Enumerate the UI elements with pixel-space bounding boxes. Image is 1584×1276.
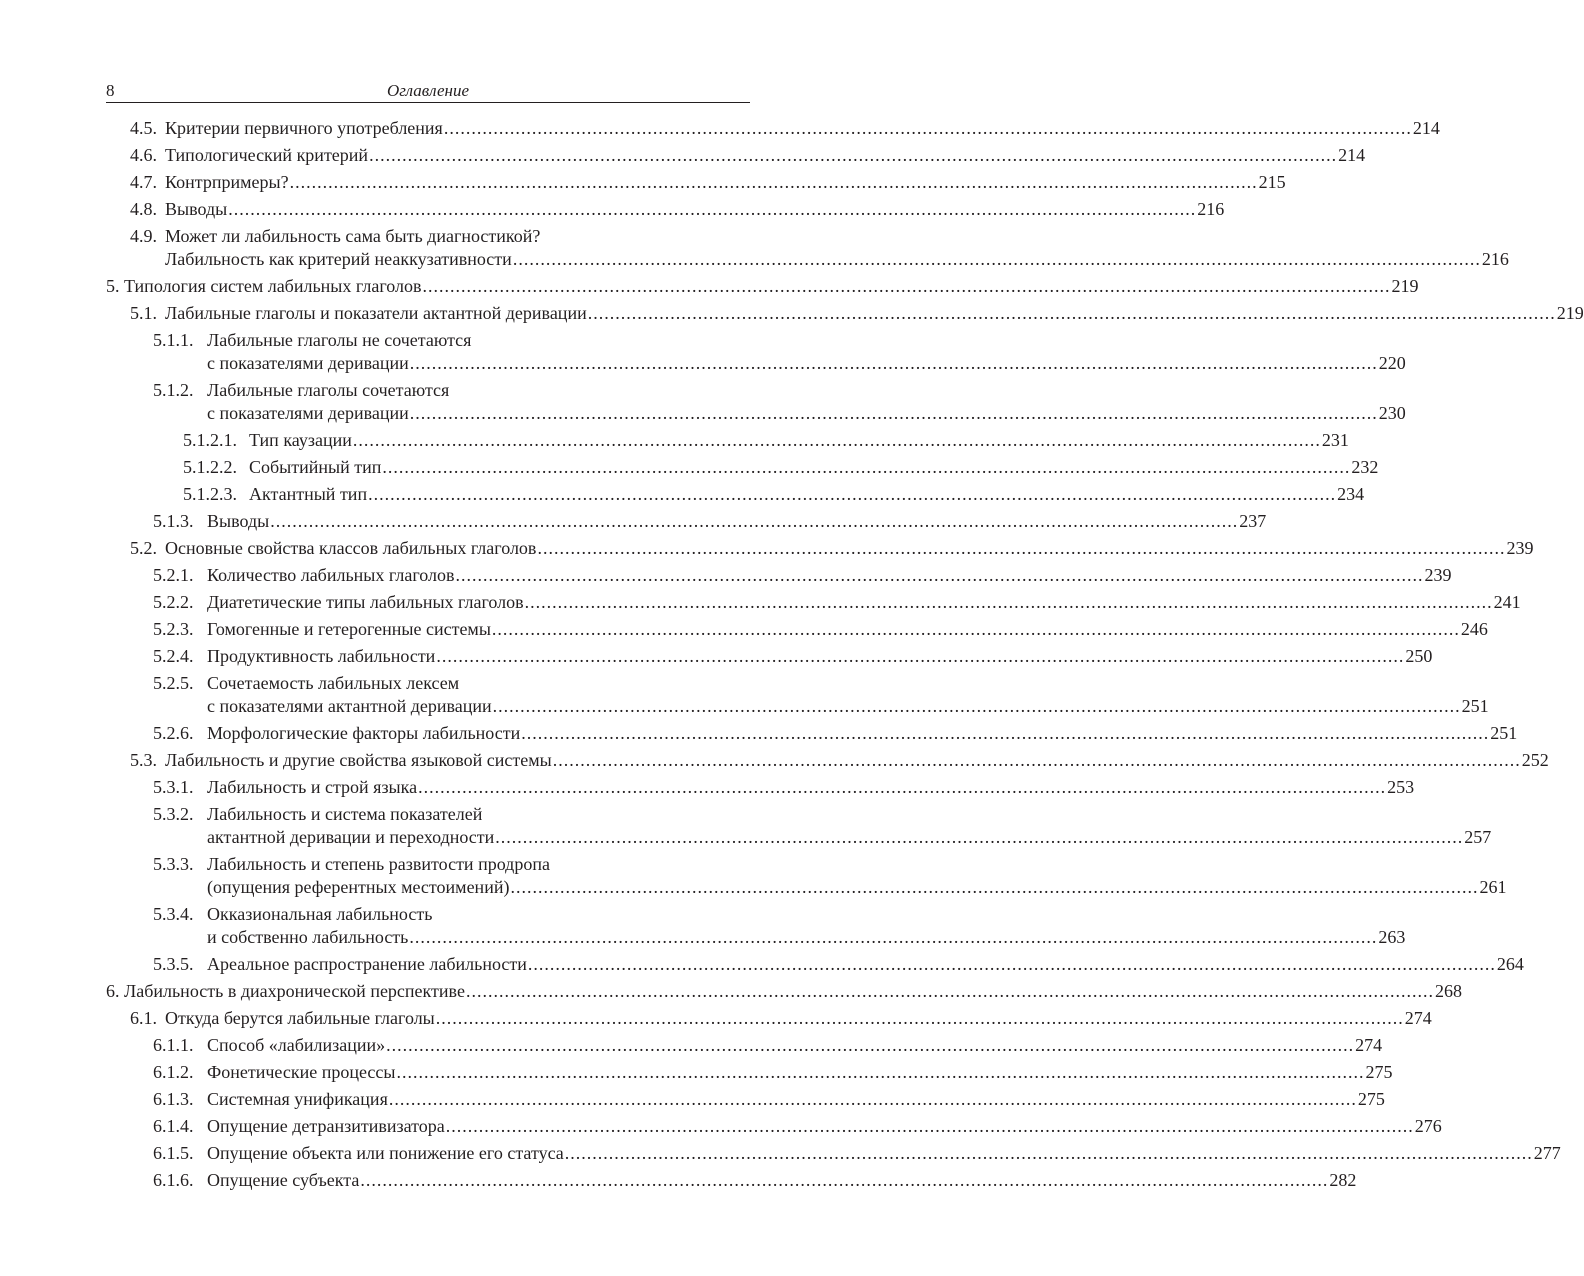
dot-leader	[418, 776, 1386, 799]
toc-entry[interactable]	[183, 456, 1379, 479]
toc-entry-page: 241	[1493, 592, 1521, 612]
toc-entry[interactable]	[106, 980, 1462, 1003]
toc-entry-number: 4.6.	[130, 145, 157, 165]
toc-entry-title: Способ «лабилизации»	[207, 1035, 386, 1055]
toc-entry-title: с показателями актантной деривации	[207, 696, 492, 716]
dot-leader	[466, 980, 1434, 1003]
table-of-contents	[106, 117, 1584, 1192]
toc-entry-number: 5.3.3.	[153, 854, 194, 874]
toc-entry[interactable]	[130, 225, 1509, 271]
dot-leader	[510, 876, 1478, 899]
toc-entry-number: 6.1.1.	[153, 1035, 194, 1055]
dot-leader	[436, 645, 1404, 668]
toc-entry-title: Количество лабильных глаголов	[207, 565, 455, 585]
toc-entry-page: 277	[1533, 1143, 1561, 1163]
toc-entry-page: 237	[1239, 511, 1267, 531]
toc-entry-number: 5.1.2.1.	[183, 430, 237, 450]
toc-entry-title: Диатетические типы лабильных глаголов	[207, 592, 524, 612]
toc-entry-number: 5.2.3.	[153, 619, 194, 639]
toc-entry[interactable]	[130, 749, 1549, 772]
toc-entry-number: 5.1.2.3.	[183, 484, 237, 504]
toc-entry-title: Морфологические факторы лабильности	[207, 723, 521, 743]
toc-entry[interactable]	[130, 198, 1225, 221]
toc-entry-title: Окказиональная лабильность	[207, 904, 433, 924]
toc-entry-number: 5.1.3.	[153, 511, 194, 531]
toc-entry[interactable]	[106, 275, 1419, 298]
toc-entry-page: 214	[1338, 145, 1366, 165]
toc-entry-page: 220	[1378, 353, 1406, 373]
toc-entry[interactable]	[153, 1142, 1561, 1165]
toc-entry-title: Сочетаемость лабильных лексем	[207, 673, 460, 693]
toc-entry-page: 268	[1434, 981, 1462, 1001]
toc-entry-title: Тип каузации	[249, 430, 352, 450]
toc-entry[interactable]	[130, 144, 1366, 167]
toc-entry-title: с показателями деривации	[207, 403, 409, 423]
toc-entry-number: 5.2.2.	[153, 592, 194, 612]
toc-entry-number: 6.	[106, 981, 120, 1001]
toc-entry[interactable]	[183, 483, 1365, 506]
toc-entry-title: Контрпримеры?	[165, 172, 289, 192]
dot-leader	[446, 1115, 1414, 1138]
dot-leader	[369, 144, 1337, 167]
toc-entry-title: Лабильные глаголы не сочетаются	[207, 330, 472, 350]
toc-entry-number: 5.1.2.	[153, 380, 194, 400]
dot-leader	[353, 429, 1321, 452]
dot-leader	[423, 275, 1391, 298]
toc-entry-page: 251	[1490, 723, 1518, 743]
toc-entry-title: Лабильность в диахронической перспективе	[124, 981, 465, 1001]
dot-leader	[493, 695, 1461, 718]
toc-entry-title: актантной деривации и переходности	[207, 827, 495, 847]
toc-entry-title: Выводы	[165, 199, 228, 219]
toc-entry-title: Основные свойства классов лабильных глаголов	[165, 538, 537, 558]
running-header	[106, 80, 750, 103]
toc-entry-number: 5.3.	[130, 750, 157, 770]
toc-entry[interactable]	[153, 722, 1518, 745]
toc-entry-page: 276	[1414, 1116, 1442, 1136]
toc-entry-page: 257	[1464, 827, 1492, 847]
toc-entry-number: 6.1.5.	[153, 1143, 194, 1163]
toc-entry-page: 214	[1412, 118, 1440, 138]
toc-entry-number: 4.8.	[130, 199, 157, 219]
toc-entry-title: Лабильность как критерий неаккузативности	[165, 249, 512, 269]
toc-entry-number: 5.	[106, 276, 120, 296]
dot-leader	[495, 826, 1463, 849]
toc-entry[interactable]	[153, 379, 1406, 425]
toc-entry-page: 251	[1461, 696, 1489, 716]
dot-leader	[537, 537, 1505, 560]
dot-leader	[410, 402, 1378, 425]
toc-entry[interactable]	[153, 1061, 1393, 1084]
toc-entry[interactable]	[153, 1169, 1357, 1192]
toc-entry-page: 253	[1387, 777, 1415, 797]
toc-entry-number: 5.3.4.	[153, 904, 194, 924]
toc-entry-page: 261	[1479, 877, 1507, 897]
toc-entry-title: Лабильность и степень развитости продропа	[207, 854, 550, 874]
toc-entry[interactable]	[153, 953, 1524, 976]
dot-leader	[588, 302, 1556, 325]
toc-entry-number: 6.1.4.	[153, 1116, 194, 1136]
toc-entry-title: Может ли лабильность сама быть диагностикой?	[165, 226, 541, 246]
toc-entry-page: 252	[1521, 750, 1549, 770]
dot-leader	[389, 1088, 1357, 1111]
toc-entry-page: 282	[1329, 1170, 1357, 1190]
toc-entry-number: 4.7.	[130, 172, 157, 192]
dot-leader	[410, 352, 1378, 375]
dot-leader	[513, 248, 1481, 271]
toc-entry[interactable]	[153, 803, 1492, 849]
toc-entry-title: Ареальное распространение лабильности	[207, 954, 527, 974]
toc-entry-title: (опущения референтных местоимений)	[207, 877, 510, 897]
toc-entry-number: 5.3.5.	[153, 954, 194, 974]
dot-leader	[382, 456, 1350, 479]
toc-entry-page: 274	[1404, 1008, 1432, 1028]
toc-entry-title: Лабильные глаголы сочетаются	[207, 380, 450, 400]
running-title: Оглавление	[386, 81, 470, 100]
toc-entry-page: 246	[1460, 619, 1488, 639]
toc-entry-number: 6.1.6.	[153, 1170, 194, 1190]
toc-entry[interactable]	[153, 329, 1406, 375]
toc-entry-title: Актантный тип	[249, 484, 368, 504]
toc-entry[interactable]	[130, 302, 1584, 325]
toc-entry-page: 219	[1391, 276, 1419, 296]
toc-entry-number: 5.2.6.	[153, 723, 194, 743]
dot-leader	[436, 1007, 1404, 1030]
toc-entry-title: Типологический критерий	[165, 145, 369, 165]
toc-entry-title: Лабильные глаголы и показатели актантной деривации	[165, 303, 587, 323]
toc-entry-number: 6.1.3.	[153, 1089, 194, 1109]
toc-entry-title: Опущение субъекта	[207, 1170, 360, 1190]
toc-entry-title: Критерии первичного употребления	[165, 118, 443, 138]
toc-entry-page: 239	[1424, 565, 1452, 585]
toc-entry[interactable]	[130, 1007, 1432, 1030]
toc-entry-number: 5.1.2.2.	[183, 457, 237, 477]
dot-leader	[492, 618, 1460, 641]
toc-entry-page: 215	[1258, 172, 1286, 192]
toc-entry-title: Фонетические процессы	[207, 1062, 396, 1082]
toc-entry[interactable]	[130, 537, 1534, 560]
dot-leader	[290, 171, 1258, 194]
toc-entry-page: 216	[1197, 199, 1225, 219]
dot-leader	[553, 749, 1521, 772]
toc-entry-number: 5.2.1.	[153, 565, 194, 585]
toc-entry-title: Опущение детранзитивизатора	[207, 1116, 445, 1136]
toc-entry-title: Системная унификация	[207, 1089, 388, 1109]
toc-entry-title: Выводы	[207, 511, 270, 531]
toc-entry-title: Продуктивность лабильности	[207, 646, 436, 666]
toc-entry-title: Событийный тип	[249, 457, 382, 477]
toc-entry-title: Опущение объекта или понижение его статуса	[207, 1143, 564, 1163]
toc-entry-number: 5.3.2.	[153, 804, 194, 824]
dot-leader	[270, 510, 1238, 533]
toc-entry[interactable]	[183, 429, 1349, 452]
dot-leader	[456, 564, 1424, 587]
toc-entry-title: и собственно лабильность	[207, 927, 409, 947]
toc-entry-page: 232	[1351, 457, 1379, 477]
toc-entry-page: 250	[1405, 646, 1433, 666]
toc-entry-title: Типология систем лабильных глаголов	[124, 276, 422, 296]
dot-leader	[228, 198, 1196, 221]
toc-entry[interactable]	[153, 1088, 1385, 1111]
toc-entry-title: Лабильность и строй языка	[207, 777, 418, 797]
dot-leader	[368, 483, 1336, 506]
toc-entry[interactable]	[153, 776, 1415, 799]
toc-entry[interactable]	[130, 171, 1286, 194]
toc-entry[interactable]	[153, 853, 1507, 899]
toc-entry-page: 231	[1321, 430, 1349, 450]
toc-entry[interactable]	[153, 1115, 1442, 1138]
dot-leader	[525, 591, 1493, 614]
toc-entry-number: 5.1.	[130, 303, 157, 323]
toc-entry-page: 274	[1355, 1035, 1383, 1055]
toc-entry[interactable]	[153, 1034, 1383, 1057]
toc-entry[interactable]	[153, 618, 1488, 641]
toc-entry-number: 5.2.	[130, 538, 157, 558]
toc-entry-title: с показателями деривации	[207, 353, 409, 373]
toc-entry-page: 219	[1556, 303, 1584, 323]
toc-entry[interactable]	[130, 117, 1440, 140]
toc-entry-page: 230	[1378, 403, 1406, 423]
page-number: 8	[106, 81, 115, 100]
toc-entry-number: 5.2.4.	[153, 646, 194, 666]
toc-entry-number: 6.1.	[130, 1008, 157, 1028]
dot-leader	[521, 722, 1489, 745]
toc-entry[interactable]	[153, 564, 1452, 587]
toc-entry-number: 5.1.1.	[153, 330, 194, 350]
toc-entry-title: Гомогенные и гетерогенные системы	[207, 619, 491, 639]
toc-entry-number: 4.9.	[130, 226, 157, 246]
toc-entry[interactable]	[153, 591, 1521, 614]
toc-entry[interactable]	[153, 645, 1433, 668]
toc-entry-page: 234	[1337, 484, 1365, 504]
toc-entry-page: 216	[1481, 249, 1509, 269]
dot-leader	[396, 1061, 1364, 1084]
dot-leader	[444, 117, 1412, 140]
toc-entry-page: 275	[1357, 1089, 1385, 1109]
toc-entry-page: 239	[1506, 538, 1534, 558]
dot-leader	[565, 1142, 1533, 1165]
toc-entry-number: 4.5.	[130, 118, 157, 138]
toc-entry-page: 264	[1496, 954, 1524, 974]
toc-entry-title: Лабильность и другие свойства языковой системы	[165, 750, 552, 770]
toc-entry-number: 5.2.5.	[153, 673, 194, 693]
toc-entry[interactable]	[153, 672, 1489, 718]
toc-entry-page: 263	[1378, 927, 1406, 947]
dot-leader	[360, 1169, 1328, 1192]
toc-entry-page: 275	[1365, 1062, 1393, 1082]
toc-entry-number: 6.1.2.	[153, 1062, 194, 1082]
toc-entry[interactable]	[153, 903, 1406, 949]
dot-leader	[386, 1034, 1354, 1057]
toc-entry-title: Откуда берутся лабильные глаголы	[165, 1008, 435, 1028]
toc-entry[interactable]	[153, 510, 1267, 533]
toc-entry-title: Лабильность и система показателей	[207, 804, 483, 824]
dot-leader	[409, 926, 1377, 949]
dot-leader	[528, 953, 1496, 976]
toc-entry-number: 5.3.1.	[153, 777, 194, 797]
